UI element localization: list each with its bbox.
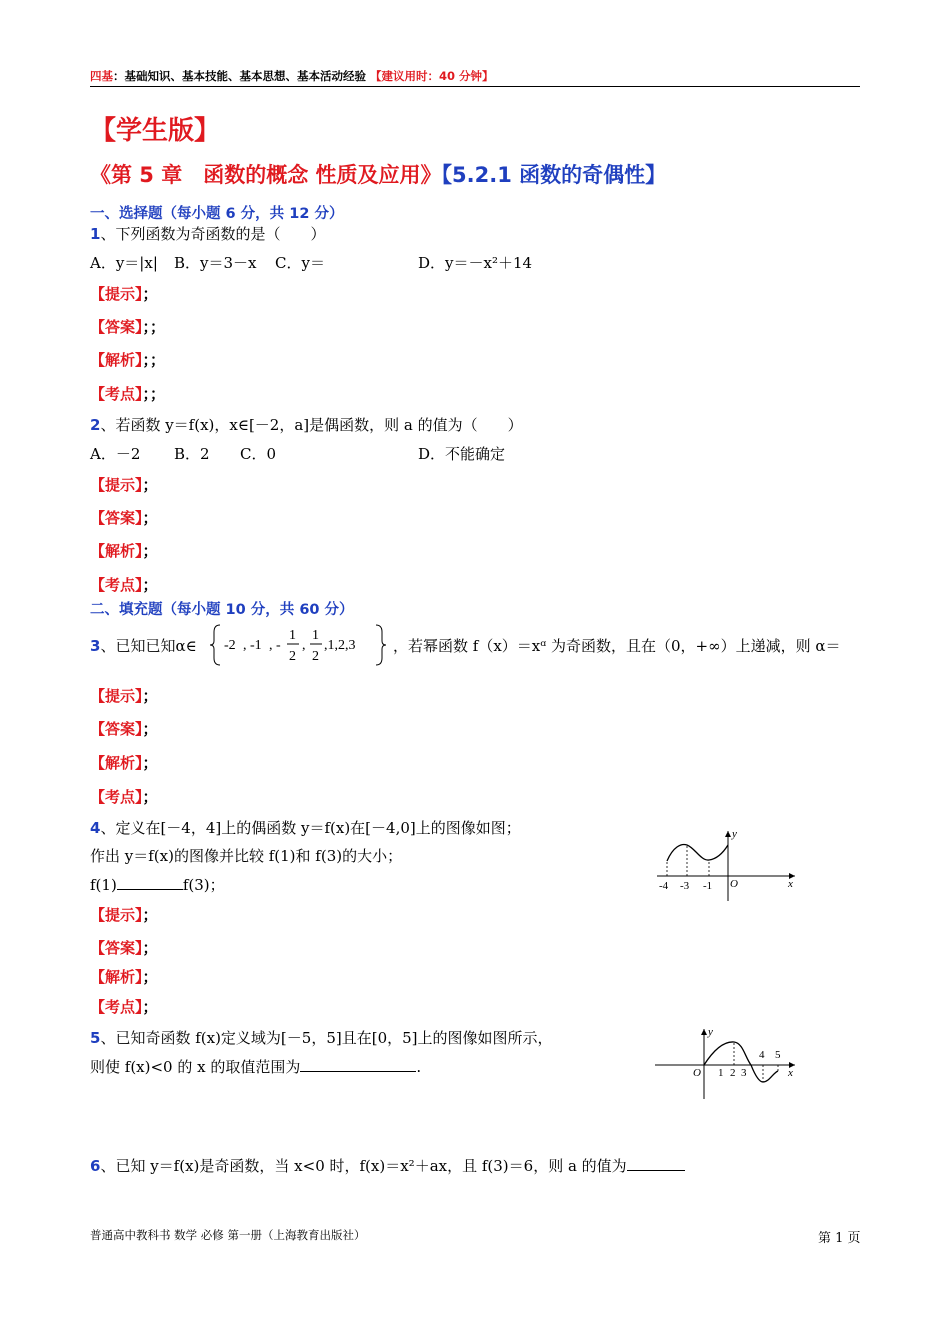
q3-answer: 【答案】； xyxy=(90,720,158,738)
svg-text:,: , xyxy=(243,638,247,653)
header-prefix: 四基 xyxy=(90,69,113,83)
question-4-stem: 4、定义在[－4，4]上的偶函数 y＝f(x)在[－4,0]上的图像如图； xyxy=(90,819,521,837)
q1-option-c: C．y＝ xyxy=(275,254,325,272)
q1-point: 【考点】；； xyxy=(90,385,166,403)
q1-option-b: B．y＝3－x xyxy=(174,254,257,272)
section-name: 【5.2.1 函数的奇偶性】 xyxy=(441,163,667,187)
q2-hint: 【提示】； xyxy=(90,476,158,494)
q4-xtick-1: -4 xyxy=(659,880,669,892)
q3-point: 【考点】； xyxy=(90,788,158,806)
section-fill-heading: 二、填充题（每小题 10 分，共 60 分） xyxy=(90,602,354,618)
header-time: 【建议用时：40 分钟】 xyxy=(370,69,494,83)
q5-x-label: x xyxy=(788,1067,793,1079)
q4-x-label: x xyxy=(788,878,793,890)
q2-option-c: C．0 xyxy=(240,445,277,463)
header-rule xyxy=(90,86,860,87)
q4-y-label: y xyxy=(732,828,737,840)
q1-option-a: A．y＝|x| xyxy=(90,254,158,272)
question-1-stem: 1、下列函数为奇函数的是（ ） xyxy=(90,225,326,243)
question-number: 3 xyxy=(90,637,101,655)
q1-hint: 【提示】； xyxy=(90,285,158,303)
svg-text:2: 2 xyxy=(312,649,319,664)
page-header xyxy=(90,68,494,84)
set-elem-1: -2 xyxy=(224,638,236,653)
question-number: 1 xyxy=(90,225,101,243)
q2-option-b: B．2 xyxy=(174,445,210,463)
q4-graph xyxy=(655,825,800,905)
q3-hint: 【提示】； xyxy=(90,687,158,705)
chapter-title xyxy=(90,159,666,189)
set-tail: ,1,2,3 xyxy=(324,638,356,653)
q5-graph xyxy=(655,1025,800,1103)
q2-answer: 【答案】； xyxy=(90,509,158,527)
question-5-stem: 5、已知奇函数 f(x)定义域为[－5，5]且在[0，5]上的图像如图所示， xyxy=(90,1029,553,1047)
q3-analysis: 【解析】； xyxy=(90,754,158,772)
header-colon: ： xyxy=(113,69,125,83)
question-4-line3: f(1) f(3)； xyxy=(90,876,225,894)
q4-answer: 【答案】； xyxy=(90,939,158,957)
svg-text:,: , xyxy=(302,638,306,653)
q4-point: 【考点】； xyxy=(90,998,158,1016)
question-2-stem: 2、若函数 y＝f(x)，x∈[－2，a]是偶函数，则 a 的值为（ ） xyxy=(90,416,523,434)
q5-origin: O xyxy=(693,1067,701,1079)
question-number: 2 xyxy=(90,416,101,434)
q5-answer-blank[interactable] xyxy=(300,1057,416,1072)
footer-page-number: 第 1 页 xyxy=(818,1231,861,1246)
q4-origin: O xyxy=(730,878,738,890)
q5-xtick-1: 1 xyxy=(718,1067,724,1079)
q4-xtick-3: -1 xyxy=(703,880,713,892)
question-4-line2: 作出 y＝f(x)的图像并比较 f(1)和 f(3)的大小； xyxy=(90,847,403,865)
alpha-set xyxy=(210,622,390,668)
chapter-name: 《第 5 章 函数的概念 性质及应用》 xyxy=(90,163,442,187)
q4-analysis: 【解析】； xyxy=(90,968,158,986)
q2-analysis: 【解析】； xyxy=(90,542,158,560)
q2-point: 【考点】； xyxy=(90,576,158,594)
question-number: 6 xyxy=(90,1157,101,1175)
q4-hint: 【提示】； xyxy=(90,906,158,924)
question-6-stem: 6、已知 y＝f(x)是奇函数，当 x<0 时，f(x)＝x²＋ax，且 f(3)＝6，则 a 的值为 xyxy=(90,1155,685,1176)
svg-text:, -: , - xyxy=(269,638,281,653)
section-choice-heading: 一、选择题（每小题 6 分，共 12 分） xyxy=(90,206,344,222)
header-items: 基础知识、基本技能、基本思想、基本活动经验 xyxy=(124,69,366,83)
set-elem-2: -1 xyxy=(250,638,262,653)
svg-text:2: 2 xyxy=(289,649,296,664)
question-3-tail: ，若幂函数 f（x）＝xᵅ 为奇函数，且在（0，+∞）上递减，则 α＝ xyxy=(393,637,841,655)
q1-analysis: 【解析】；； xyxy=(90,351,166,369)
question-3-stem: 3、已知已知α∈ xyxy=(90,637,197,655)
q1-answer: 【答案】；； xyxy=(90,318,166,336)
q6-answer-blank[interactable] xyxy=(627,1156,685,1171)
svg-text:1: 1 xyxy=(312,628,319,643)
q5-xtick-4: 4 xyxy=(759,1049,765,1061)
q4-answer-blank[interactable] xyxy=(117,875,183,890)
q4-xtick-2: -3 xyxy=(680,880,690,892)
q5-xtick-5: 5 xyxy=(775,1049,781,1061)
edition-title: 【学生版】 xyxy=(90,116,221,146)
question-number: 4 xyxy=(90,819,101,837)
q5-xtick-2: 2 xyxy=(730,1067,736,1079)
question-5-line2: 则使 f(x)<0 的 x 的取值范围为 . xyxy=(90,1058,422,1076)
svg-text:1: 1 xyxy=(289,628,296,643)
footer-book: 普通高中教科书 数学 必修 第一册（上海教育出版社） xyxy=(90,1228,366,1242)
q1-option-d: D．y＝－x²＋14 xyxy=(418,254,533,272)
q2-option-d: D．不能确定 xyxy=(418,445,506,463)
q5-y-label: y xyxy=(708,1026,713,1038)
question-number: 5 xyxy=(90,1029,101,1047)
q2-option-a: A．－2 xyxy=(90,445,141,463)
q5-xtick-3: 3 xyxy=(741,1067,747,1079)
